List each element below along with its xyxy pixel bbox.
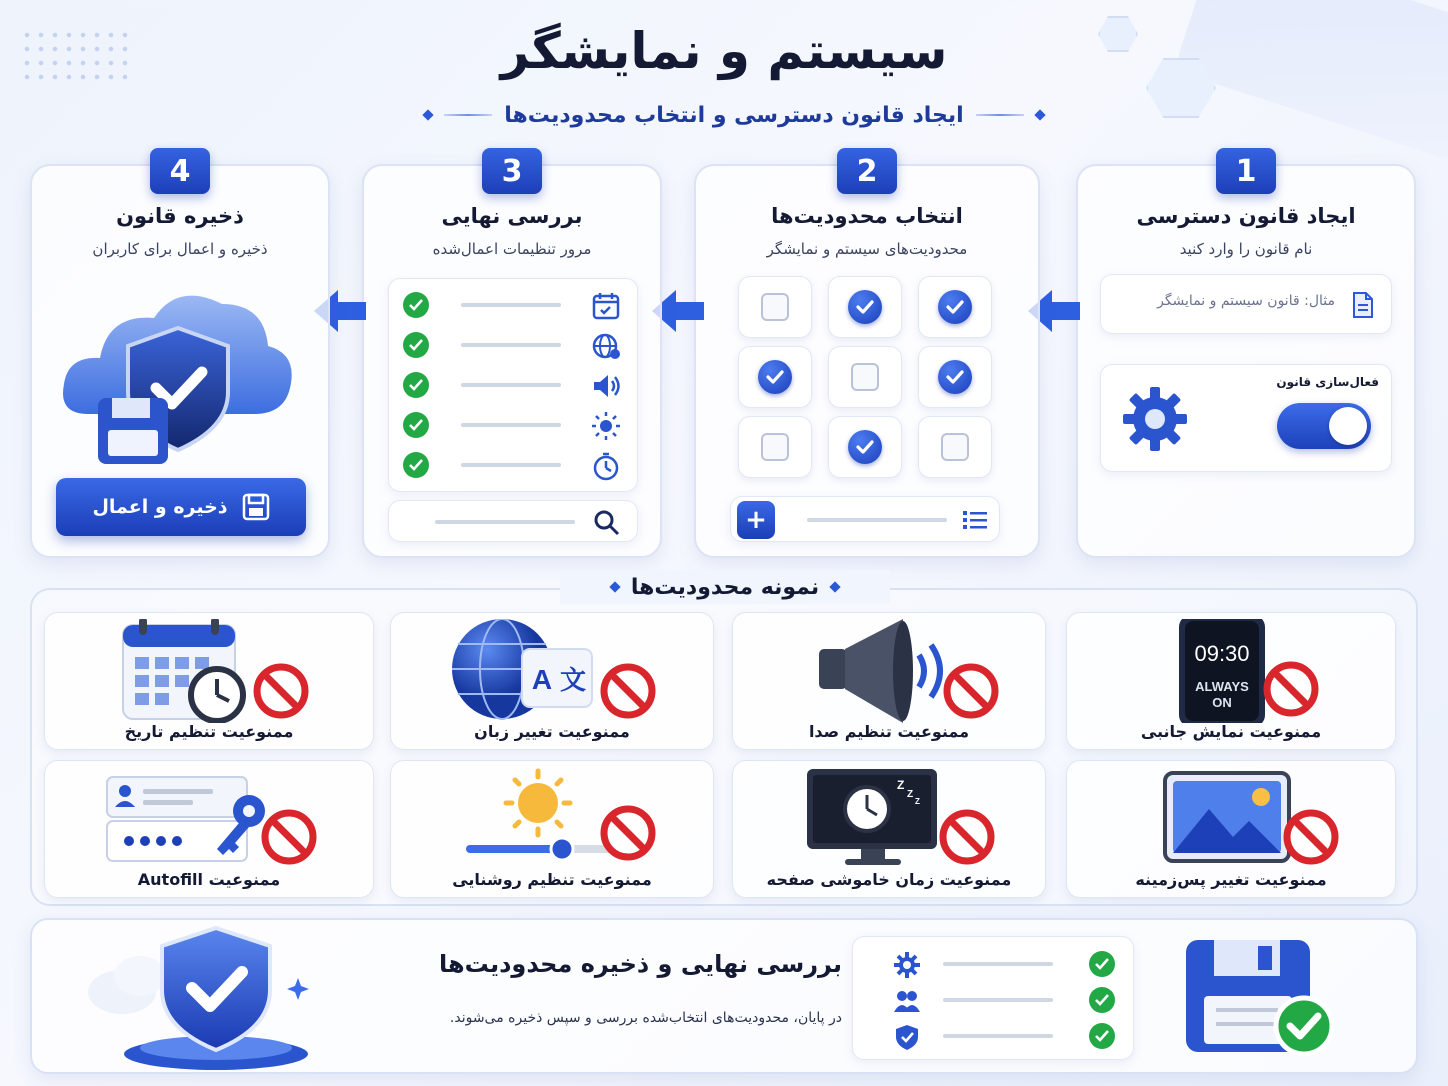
always-on-phone-icon bbox=[1121, 619, 1341, 723]
save-success-icon bbox=[1182, 934, 1338, 1062]
final-review-row bbox=[853, 983, 1133, 1017]
forbidden-icon bbox=[947, 667, 995, 715]
restriction-card-brightness[interactable] bbox=[390, 760, 714, 898]
final-review-row bbox=[853, 1019, 1133, 1053]
review-search-input[interactable] bbox=[388, 500, 638, 542]
review-row bbox=[389, 365, 637, 405]
svg-text:Z: Z bbox=[897, 778, 905, 792]
checked-icon bbox=[758, 360, 792, 394]
review-list bbox=[388, 278, 638, 492]
step-card-create-rule bbox=[1076, 153, 1416, 558]
checked-icon bbox=[848, 430, 882, 464]
check-icon bbox=[403, 412, 429, 438]
activate-rule-toggle[interactable] bbox=[1277, 403, 1371, 449]
list-add-bar bbox=[730, 496, 1000, 542]
check-icon bbox=[403, 292, 429, 318]
step-desc: نام قانون را وارد کنید bbox=[1179, 240, 1313, 258]
restriction-card-language[interactable] bbox=[390, 612, 714, 750]
translate-globe-icon bbox=[442, 619, 662, 723]
diamond-icon bbox=[609, 581, 620, 592]
restriction-checkbox[interactable] bbox=[918, 346, 992, 408]
save-icon bbox=[242, 493, 270, 521]
restriction-checkbox[interactable] bbox=[828, 276, 902, 338]
placeholder-bar bbox=[461, 463, 561, 467]
placeholder-bar bbox=[461, 303, 561, 307]
restriction-label: ممنوعیت Autofill bbox=[137, 870, 281, 889]
checked-icon bbox=[938, 290, 972, 324]
wallpaper-icon bbox=[1121, 767, 1341, 871]
placeholder-bar bbox=[943, 1034, 1053, 1038]
check-icon bbox=[403, 372, 429, 398]
restriction-card-side-display[interactable] bbox=[1066, 612, 1396, 750]
phone-time: 09:30 bbox=[1194, 641, 1250, 666]
restrictions-header bbox=[560, 570, 890, 604]
step-number-badge: 4 bbox=[150, 148, 210, 194]
placeholder-bar bbox=[807, 518, 947, 522]
review-row bbox=[389, 405, 637, 445]
final-review-desc: در پایان، محدودیت‌های انتخاب‌شده بررسی و سپس ذخیره می‌شوند. bbox=[449, 1010, 842, 1026]
restriction-checkbox[interactable] bbox=[918, 276, 992, 338]
page-subtitle: ایجاد قانون دسترسی و انتخاب محدودیت‌ها bbox=[504, 102, 964, 128]
placeholder-bar bbox=[943, 998, 1053, 1002]
restriction-checkbox[interactable] bbox=[738, 416, 812, 478]
restriction-checkbox[interactable] bbox=[738, 276, 812, 338]
screen-sleep-icon bbox=[779, 767, 999, 871]
step-desc: ذخیره و اعمال برای کاربران bbox=[92, 240, 268, 258]
add-button[interactable]: + bbox=[737, 501, 775, 539]
autofill-key-icon bbox=[99, 767, 319, 871]
final-review-banner bbox=[30, 918, 1418, 1074]
subtitle-row bbox=[424, 98, 1044, 132]
forbidden-icon bbox=[1267, 665, 1315, 713]
forbidden-icon bbox=[1287, 813, 1335, 861]
placeholder-bar bbox=[435, 520, 575, 524]
calendar-clock-icon bbox=[99, 619, 319, 723]
restriction-label: ممنوعیت تنظیم روشنایی bbox=[452, 870, 652, 889]
unchecked-icon bbox=[761, 433, 789, 461]
restriction-label: ممنوعیت زمان خاموشی صفحه bbox=[766, 870, 1012, 889]
lang-letter-a: A bbox=[531, 664, 553, 695]
svg-text:Z: Z bbox=[907, 789, 914, 800]
placeholder-bar bbox=[943, 962, 1053, 966]
step-title: ذخیره قانون bbox=[116, 204, 244, 228]
lang-letter-b: 文 bbox=[559, 666, 587, 696]
phone-mode-1: ALWAYS bbox=[1195, 679, 1249, 694]
calendar-icon bbox=[591, 291, 621, 321]
check-icon bbox=[1089, 1023, 1115, 1049]
restriction-checkbox[interactable] bbox=[828, 416, 902, 478]
placeholder-bar bbox=[461, 343, 561, 347]
phone-mode-2: ON bbox=[1212, 695, 1232, 710]
save-and-apply-button[interactable] bbox=[56, 478, 306, 536]
restriction-label: ممنوعیت تغییر پس‌زمینه bbox=[1135, 870, 1327, 889]
checked-icon bbox=[938, 360, 972, 394]
list-icon bbox=[963, 509, 987, 531]
restriction-card-wallpaper[interactable] bbox=[1066, 760, 1396, 898]
divider bbox=[976, 114, 1024, 116]
brightness-icon bbox=[442, 767, 662, 871]
restriction-checkbox[interactable] bbox=[738, 346, 812, 408]
cloud-shield-save-icon bbox=[58, 274, 298, 474]
gear-icon bbox=[893, 951, 921, 979]
restriction-checkbox[interactable] bbox=[828, 346, 902, 408]
svg-text:Z: Z bbox=[915, 797, 920, 806]
divider bbox=[444, 114, 492, 116]
step-title: ایجاد قانون دسترسی bbox=[1136, 204, 1356, 228]
restriction-card-date[interactable] bbox=[44, 612, 374, 750]
review-row bbox=[389, 285, 637, 325]
step-title: انتخاب محدودیت‌ها bbox=[771, 204, 963, 228]
restriction-checkbox[interactable] bbox=[918, 416, 992, 478]
step-card-final-review bbox=[362, 153, 662, 558]
search-icon bbox=[593, 509, 621, 537]
review-row bbox=[389, 325, 637, 365]
forbidden-icon bbox=[604, 809, 652, 857]
restriction-label: ممنوعیت نمایش جانبی bbox=[1140, 722, 1322, 741]
check-icon bbox=[1089, 951, 1115, 977]
restriction-label: ممنوعیت تغییر زبان bbox=[474, 722, 630, 741]
check-icon bbox=[403, 332, 429, 358]
forbidden-icon bbox=[604, 667, 652, 715]
page-title: سیستم و نمایشگر bbox=[500, 22, 948, 80]
final-review-row bbox=[853, 947, 1133, 981]
unchecked-icon bbox=[761, 293, 789, 321]
shield-icon bbox=[893, 1023, 921, 1051]
final-review-list bbox=[852, 936, 1134, 1060]
save-and-apply-label: ذخیره و اعمال bbox=[92, 496, 228, 518]
sun-icon bbox=[591, 411, 621, 441]
unchecked-icon bbox=[941, 433, 969, 461]
shield-check-icon bbox=[82, 924, 332, 1070]
diamond-icon bbox=[829, 581, 840, 592]
forbidden-icon bbox=[257, 667, 305, 715]
step-number-badge: 2 bbox=[837, 148, 897, 194]
diamond-icon bbox=[1034, 109, 1045, 120]
step-desc: محدودیت‌های سیستم و نمایشگر bbox=[766, 240, 968, 258]
restriction-card-screen-timeout[interactable] bbox=[732, 760, 1046, 898]
step-number-badge: 1 bbox=[1216, 148, 1276, 194]
users-icon bbox=[893, 987, 921, 1015]
step-card-save-rule bbox=[30, 153, 330, 558]
restriction-label: ممنوعیت تنظیم صدا bbox=[808, 722, 970, 741]
restriction-card-autofill[interactable] bbox=[44, 760, 374, 898]
step-title: بررسی نهایی bbox=[441, 204, 583, 228]
diamond-icon bbox=[422, 109, 433, 120]
placeholder-bar bbox=[461, 383, 561, 387]
forbidden-icon bbox=[943, 813, 991, 861]
globe-icon bbox=[591, 331, 621, 361]
toggle-label: فعال‌سازی قانون bbox=[1276, 375, 1379, 389]
restrictions-title: نمونه محدودیت‌ها bbox=[630, 574, 820, 600]
final-review-title: بررسی نهایی و ذخیره محدودیت‌ها bbox=[439, 950, 842, 978]
checked-icon bbox=[848, 290, 882, 324]
input-placeholder: مثال: قانون سیستم و نمایشگر bbox=[1157, 293, 1335, 309]
rule-name-input[interactable] bbox=[1100, 274, 1392, 334]
speaker-icon bbox=[779, 619, 999, 723]
restriction-card-volume[interactable] bbox=[732, 612, 1046, 750]
placeholder-bar bbox=[461, 423, 561, 427]
restriction-label: ممنوعیت تنظیم تاریخ bbox=[124, 722, 294, 741]
toggle-panel bbox=[1100, 364, 1392, 472]
document-icon bbox=[1351, 291, 1375, 319]
toggle-knob bbox=[1329, 407, 1367, 445]
gear-icon bbox=[1119, 383, 1191, 455]
unchecked-icon bbox=[851, 363, 879, 391]
timer-icon bbox=[591, 451, 621, 481]
check-icon bbox=[403, 452, 429, 478]
review-row bbox=[389, 445, 637, 485]
check-icon bbox=[1089, 987, 1115, 1013]
forbidden-icon bbox=[265, 813, 313, 861]
step-number-badge: 3 bbox=[482, 148, 542, 194]
step-desc: مرور تنظیمات اعمال‌شده bbox=[432, 240, 592, 258]
speaker-icon bbox=[591, 371, 621, 401]
step-card-select-restrictions bbox=[694, 153, 1040, 558]
